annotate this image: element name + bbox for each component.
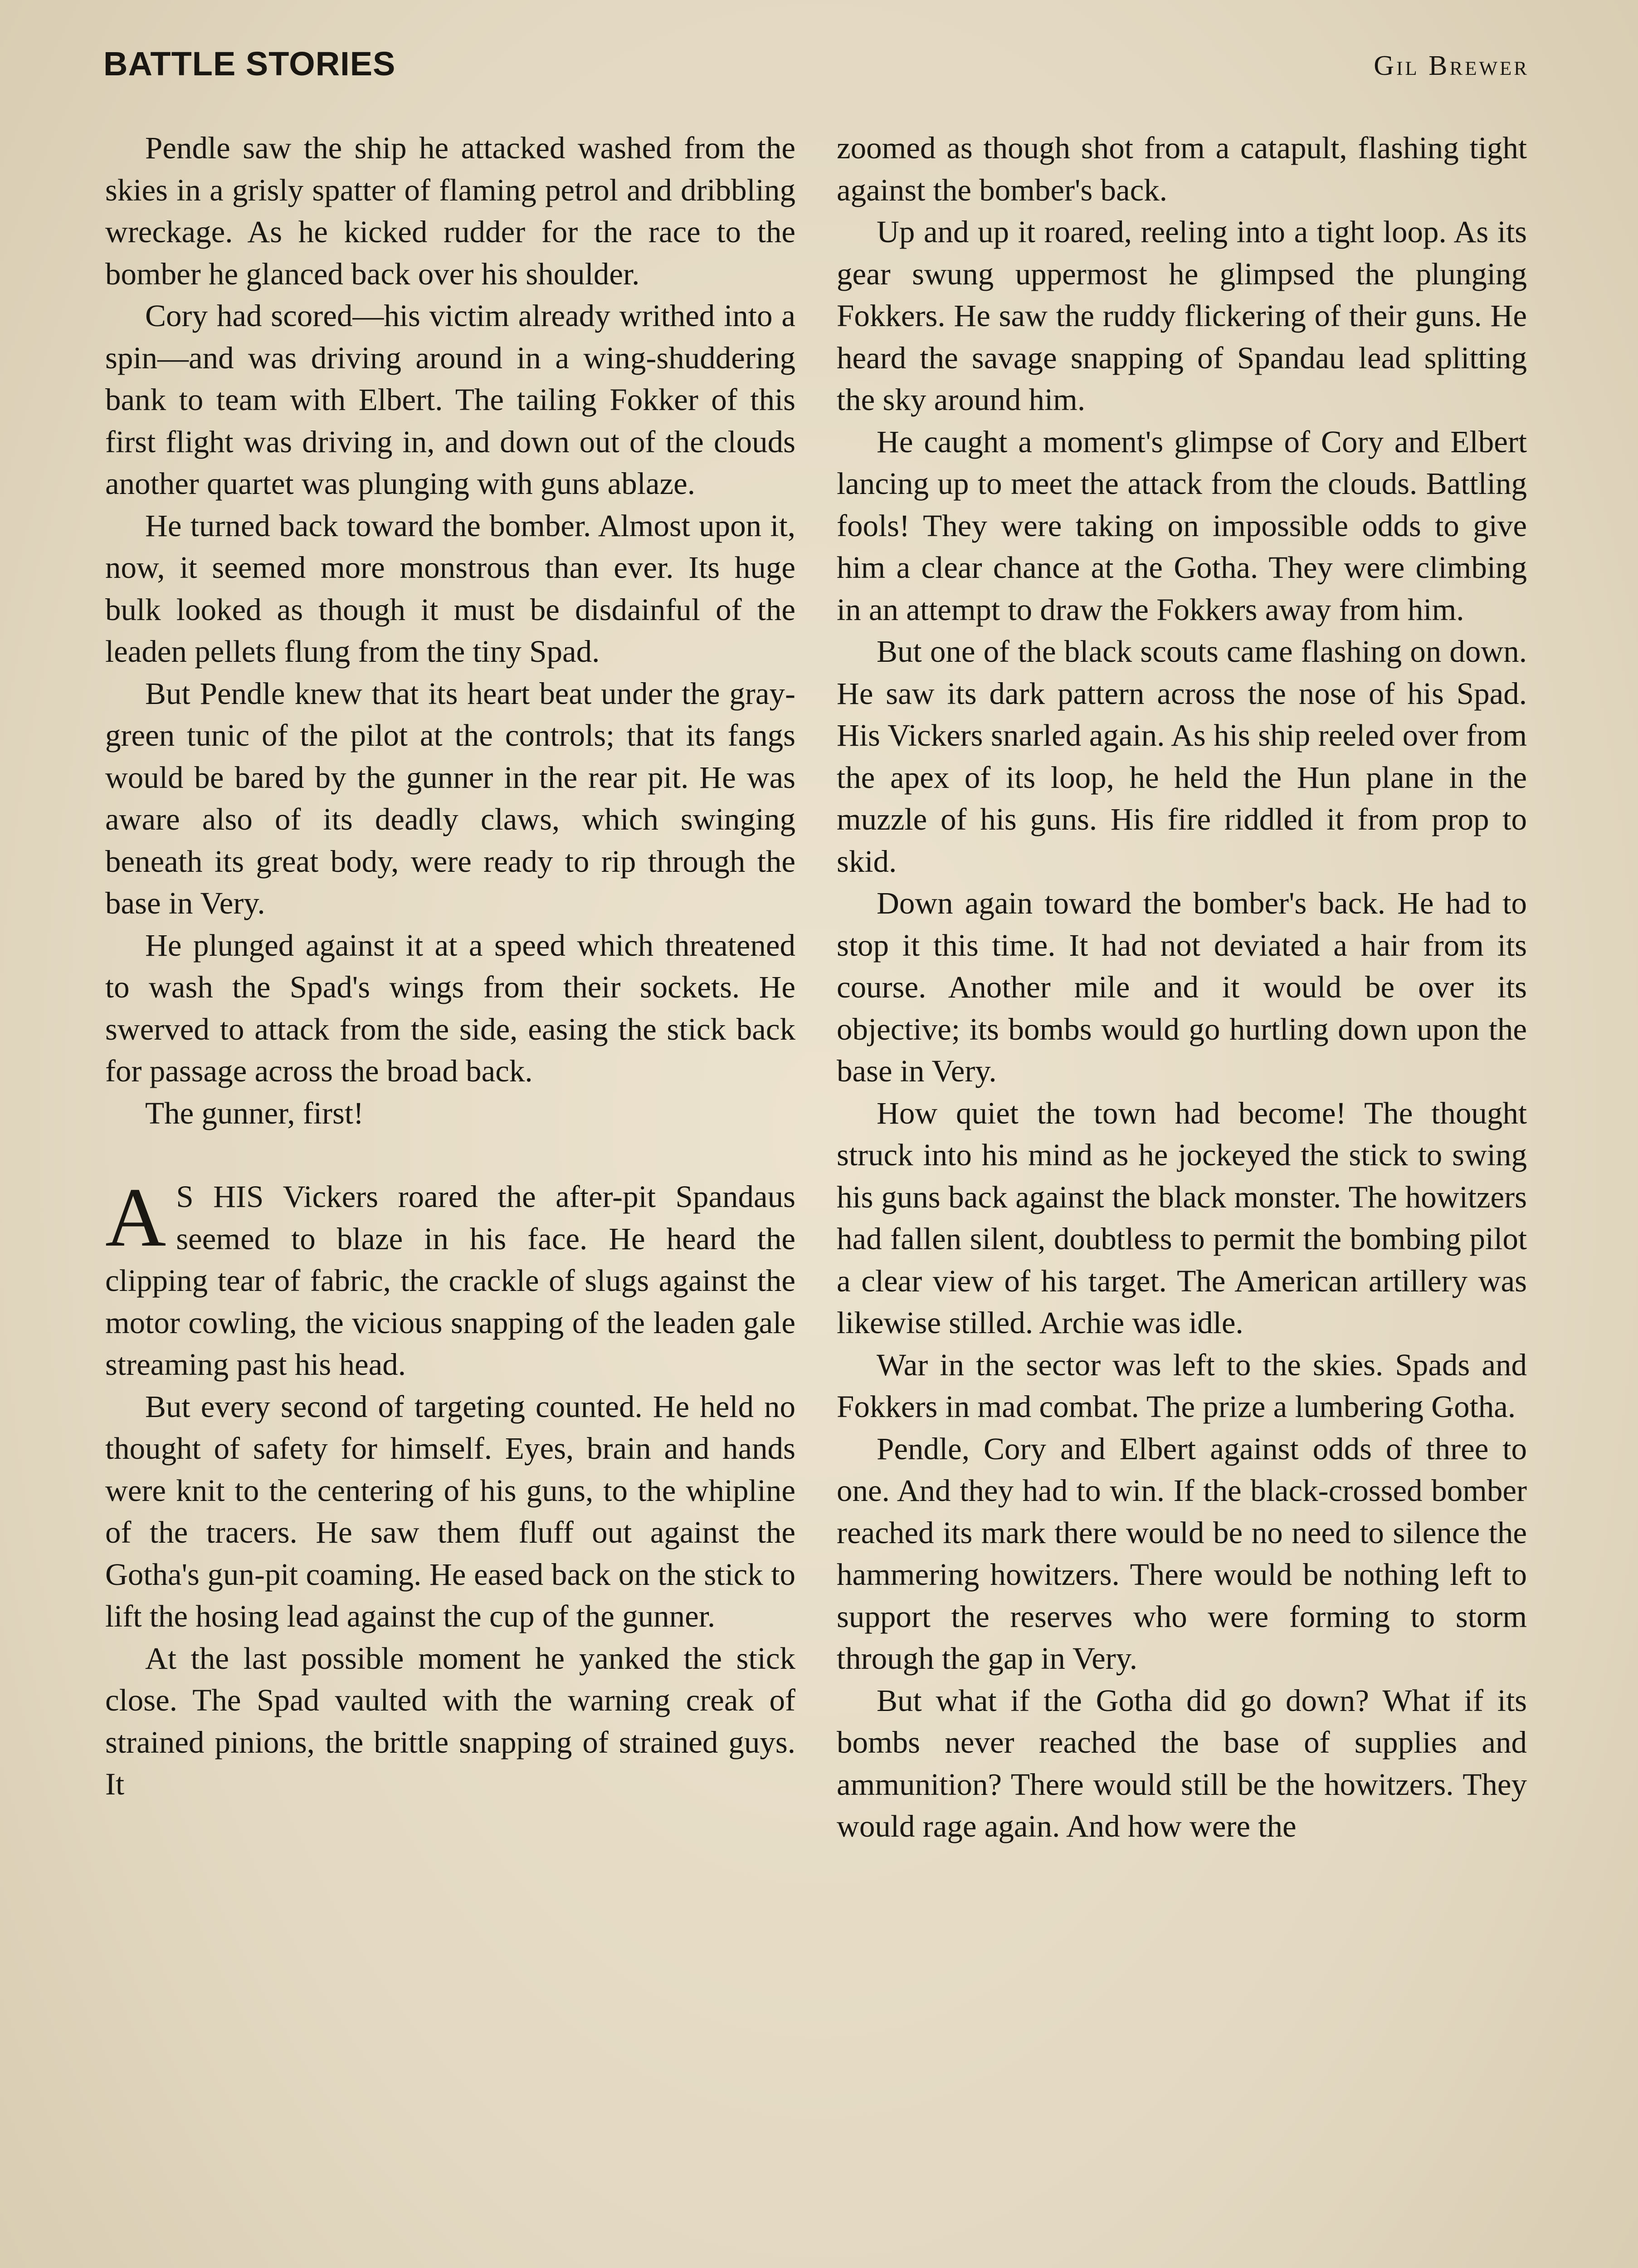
paragraph: The gunner, first! [145,1095,364,1130]
paragraph: He caught a moment's glimpse of Cory and Elbert lancing up to meet the attack from the clouds. Battling fools! They were taking on impossible odds to give him a clear chance at the Gotha. They were climbing in an attempt to draw the Fokkers away from him. [837,424,1527,627]
paragraph: War in the sector was left to the skies. Spads and Fokkers in mad combat. The prize a lumbering Gotha. [837,1347,1527,1424]
running-head-title: BATTLE STORIES [103,45,396,83]
paragraph: But what if the Gotha did go down? What if its bombs never reached the base of supplies and ammunition? There would still be the howitzers. They would rage again. And how were the [837,1683,1527,1843]
section-opening-paragraph [105,1171,795,1386]
right-column [837,127,1527,1848]
paragraph: But Pendle knew that its heart beat under the gray-green tunic of the pilot at the controls; that its fangs would be bared by the gunner in the rear pit. He was aware also of its deadly claws, which swinging beneath its great body, were ready to rip through the base in Very. [105,676,795,920]
paragraph: Pendle, Cory and Elbert against odds of three to one. And they had to win. If the black-crossed bomber reached its mark there would be no need to silence the hammering howitzers. There would be nothing left to support the reserves who were forming to storm through the gap in Very. [837,1431,1527,1676]
paragraph: Up and up it roared, reeling into a tight loop. As its gear swung uppermost he glimpsed the plunging Fokkers. He saw the ruddy flickering of their guns. He heard the savage snapping of Spandau lead splitting the sky around him. [837,215,1527,417]
paragraph: He turned back toward the bomber. Almost upon it, now, it seemed more monstrous than ever. Its huge bulk looked as though it must be disdainful of the leaden pellets flung from the tiny Spad. [105,508,795,669]
paragraph: But every second of targeting counted. He held no thought of safety for himself. Eyes, brain and hands were knit to the centering of his guns, to the whipline of the tracers. He saw them fluff out against the Gotha's gun-pit coaming. He eased back on the stick to lift the hosing lead against the cup of the gunner. [105,1389,795,1633]
paragraph-text: S HIS Vickers roared the after-pit Spandaus seemed to blaze in his face. He heard the clipping tear of fabric, the crackle of slugs against the motor cowling, the vicious snapping of the leaden gale streaming past his head. [105,1179,795,1382]
paragraph: Cory had scored—his victim already writhed into a spin—and was driving around in a wing-shuddering bank to team with Elbert. The tailing Fokker of this first flight was driving in, and down out of the clouds another quartet was plunging with guns ablaze. [105,298,795,501]
running-head-author: Gil Brewer [1374,50,1529,81]
drop-cap: A [105,1171,166,1264]
paragraph-continued: zoomed as though shot from a catapult, flashing tight against the bomber's back. [837,131,1527,207]
paragraph: But one of the black scouts came flashing on down. He saw its dark pattern across the nose of his Spad. His Vickers snarled again. As his ship reeled over from the apex of its loop, he held the Hun plane in the muzzle of his guns. His fire riddled it from prop to skid. [837,634,1527,879]
paragraph: At the last possible moment he yanked the stick close. The Spad vaulted with the warning creak of strained pinions, the brittle snapping of strained guys. It [105,1641,795,1801]
paragraph: Down again toward the bomber's back. He had to stop it this time. It had not deviated a hair from its course. Another mile and it would be over its objective; its bombs would go hurtling down upon the base in Very. [837,886,1527,1088]
paragraph: How quiet the town had become! The thought struck into his mind as he jockeyed the stick to swing his guns back against the black monster. The howitzers had fallen silent, doubtless to permit the bombing pilot a clear view of his target. The American artillery was likewise stilled. Archie was idle. [837,1095,1527,1340]
paragraph: Pendle saw the ship he attacked washed from the skies in a grisly spatter of flaming petrol and dribbling wreckage. As he kicked rudder for the race to the bomber he glanced back over his shoulder. [105,131,795,291]
paragraph: He plunged against it at a speed which threatened to wash the Spad's wings from their sockets. He swerved to attack from the side, easing the stick back for passage across the broad back. [105,928,795,1088]
left-column [105,127,795,1805]
